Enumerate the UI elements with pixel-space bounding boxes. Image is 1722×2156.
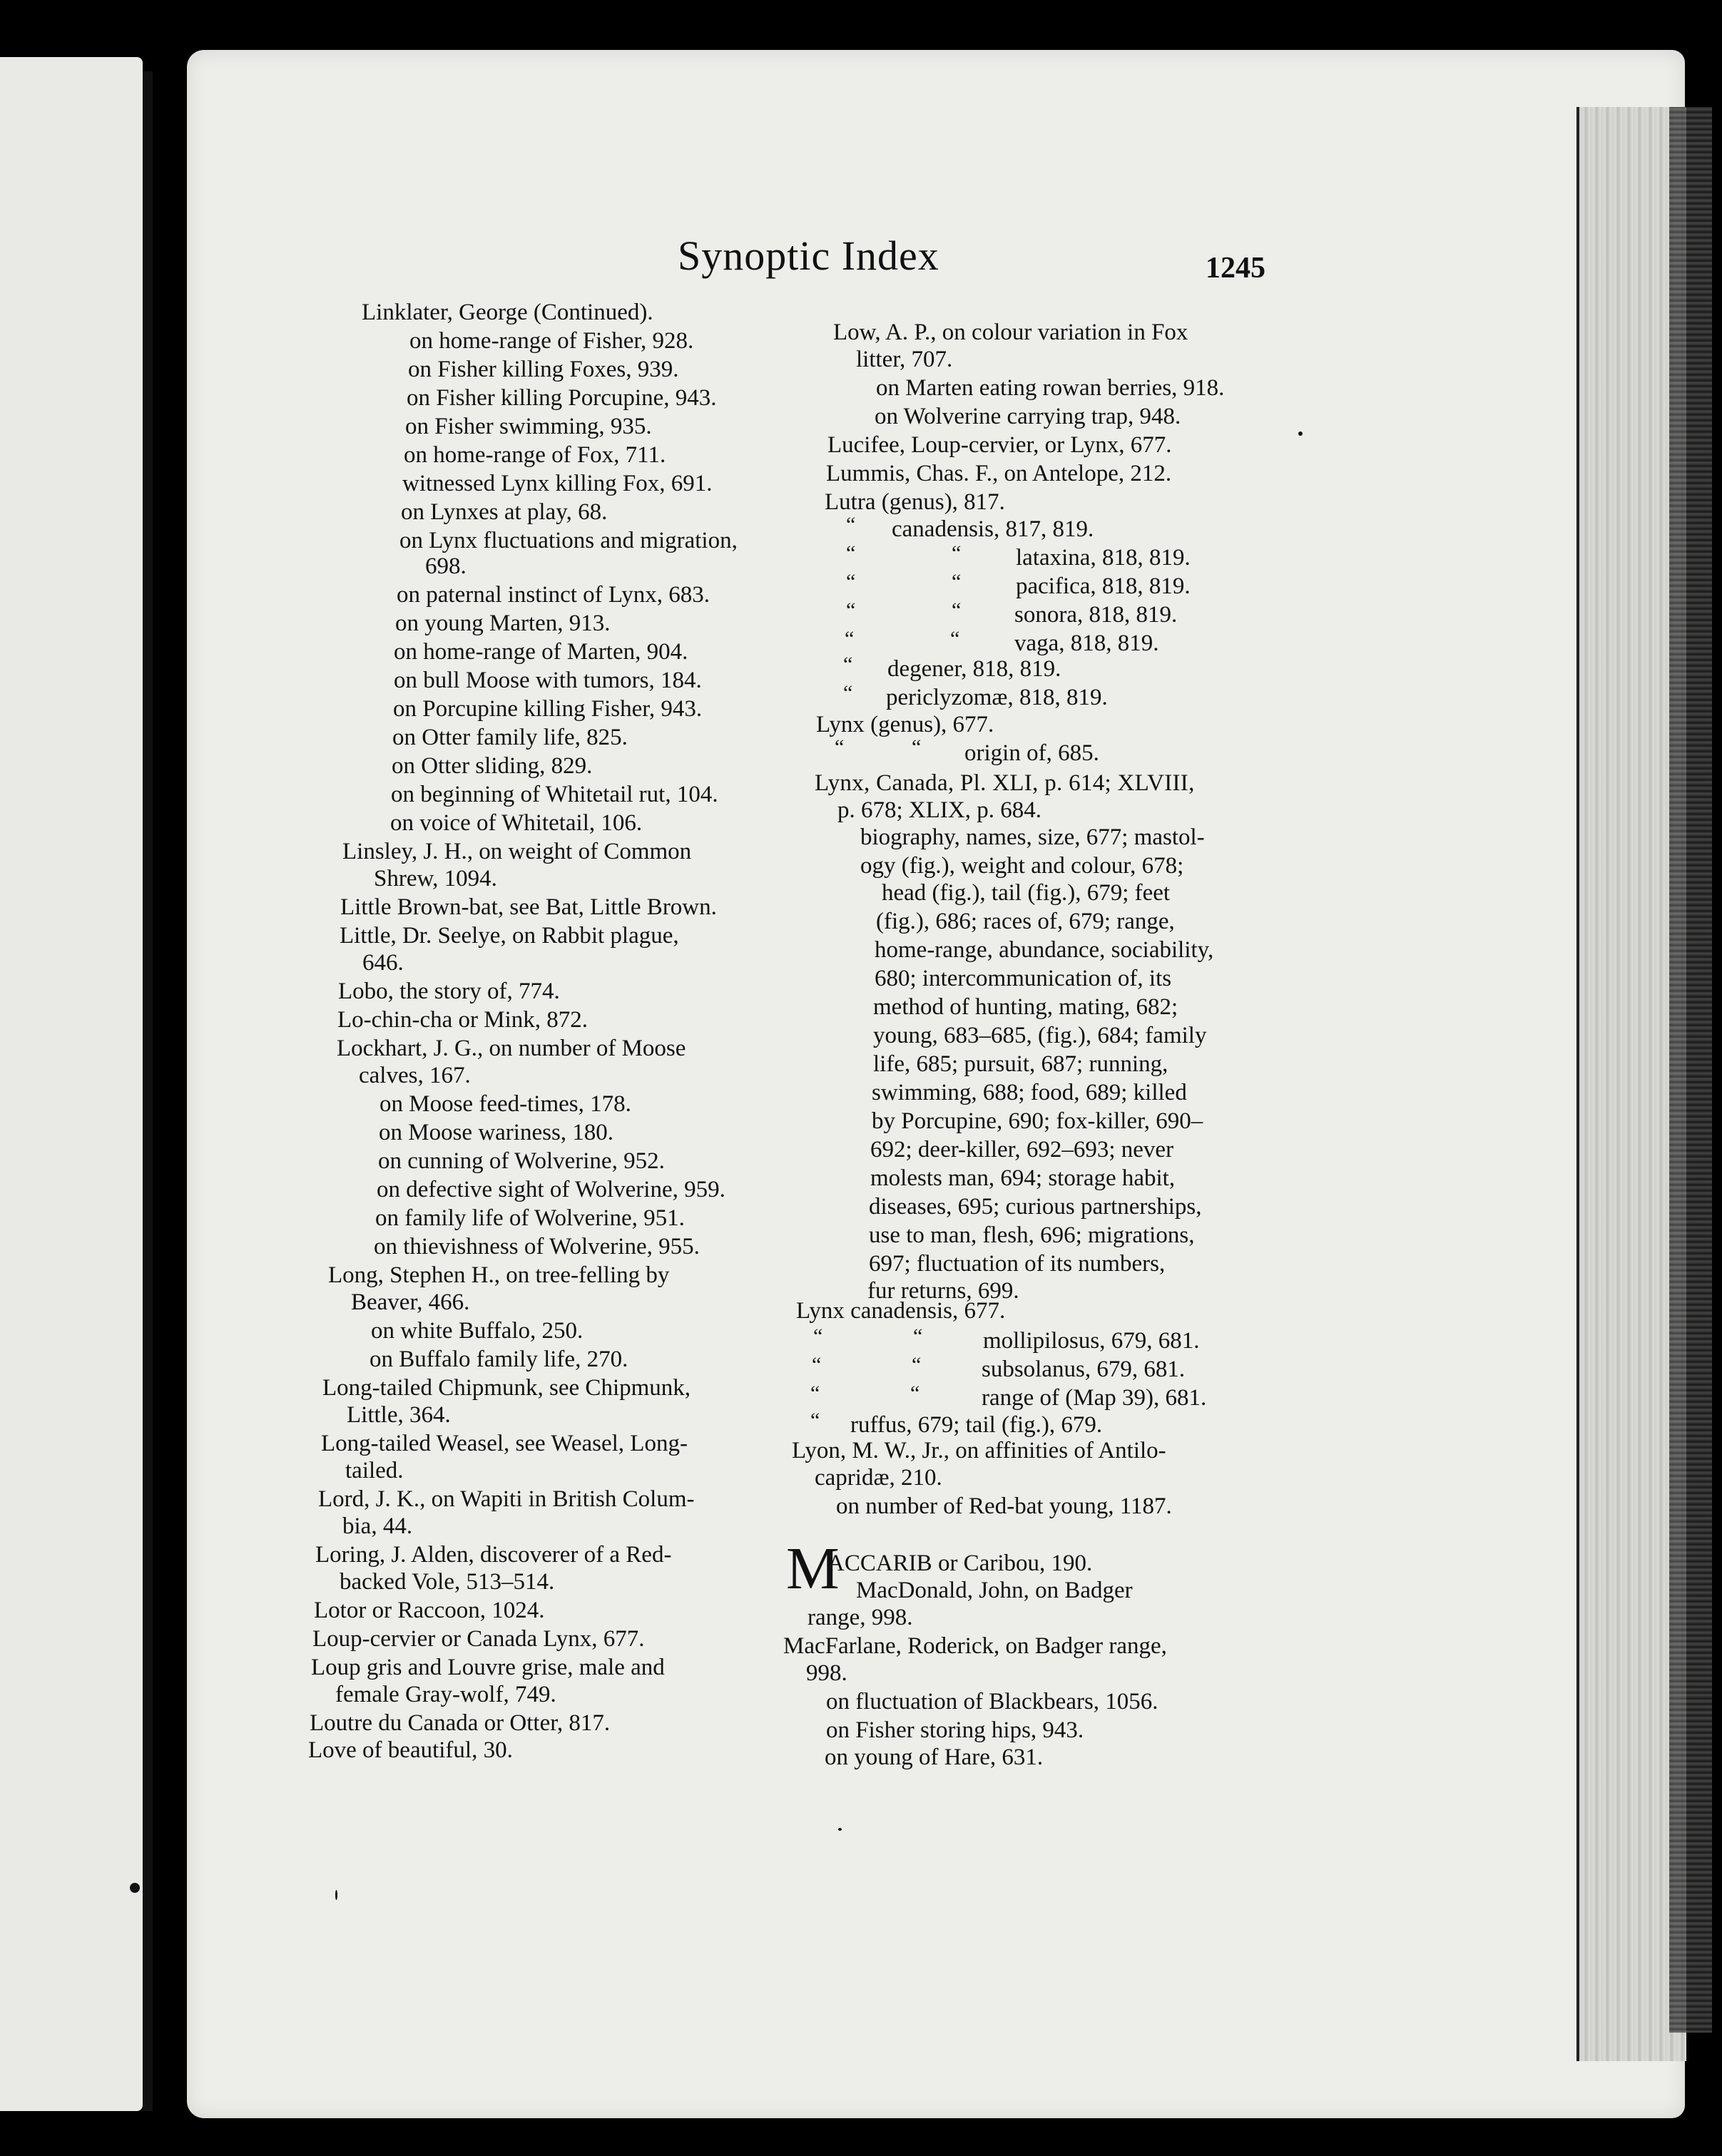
index-entry: on Fisher killing Porcupine, 943. [407,385,717,411]
ditto-mark: “ [810,1381,820,1405]
index-entry: Lyon, M. W., Jr., on affinities of Antilo- [792,1438,1166,1463]
index-entry: 692; deer-killer, 692–693; never [870,1137,1174,1163]
index-entry: on thievishness of Wolverine, 955. [374,1234,700,1260]
index-entry: biography, names, size, 677; mastol- [860,824,1205,850]
index-entry: on number of Red-bat young, 1187. [836,1493,1172,1519]
index-entry: on Moose wariness, 180. [379,1120,614,1145]
index-entry: calves, 167. [359,1063,471,1088]
facing-page-edge [0,57,143,2111]
ditto-mark: “ [912,735,922,759]
index-entry: method of hunting, mating, 682; [873,994,1178,1020]
book-binding [1669,107,1712,2033]
index-entry: Lucifee, Loup-cervier, or Lynx, 677. [827,432,1172,458]
index-entry: 646. [362,950,404,976]
index-entry: on white Buffalo, 250. [371,1318,584,1344]
index-entry: range, 998. [807,1605,913,1630]
index-entry: Long-tailed Weasel, see Weasel, Long- [321,1431,688,1456]
ditto-mark: “ [845,627,855,650]
index-entry: on fluctuation of Blackbears, 1056. [826,1689,1158,1715]
index-entry: sonora, 818, 819. [1014,602,1178,628]
index-entry: on defective sight of Wolverine, 959. [377,1177,725,1202]
ditto-mark: “ [952,570,962,593]
index-entry: on Wolverine carrying trap, 948. [875,404,1181,429]
index-entry: Lutra (genus), 817. [825,489,1005,515]
index-entry: on young of Hare, 631. [825,1744,1044,1770]
index-entry: witnessed Lynx killing Fox, 691. [402,471,713,496]
index-entry: tailed. [345,1458,404,1483]
index-entry: periclyzomæ, 818, 819. [886,685,1108,710]
index-entry: 998. [806,1660,847,1686]
ditto-mark: “ [952,598,962,622]
index-entry: on bull Moose with tumors, 184. [394,668,702,693]
index-entry: head (fig.), tail (fig.), 679; feet [882,880,1171,906]
index-entry: Love of beautiful, 30. [308,1737,513,1763]
index-entry: Loring, J. Alden, discoverer of a Red- [315,1542,672,1568]
index-entry: by Porcupine, 690; fox-killer, 690– [872,1108,1203,1134]
ditto-mark: “ [846,513,856,536]
ditto-mark: “ [846,541,856,565]
index-entry: Lynx canadensis, 677. [796,1298,1006,1324]
index-entry: 698. [425,553,467,579]
ditto-mark: “ [812,1353,822,1376]
index-entry: ACCARIB or Caribou, 190. [827,1550,1093,1576]
index-entry: Loup-cervier or Canada Lynx, 677. [312,1626,645,1652]
index-entry: on Buffalo family life, 270. [370,1347,628,1372]
index-entry: capridæ, 210. [815,1465,942,1491]
index-entry [362,298,653,327]
index-entry: degener, 818, 819. [887,656,1061,682]
index-entry: Lynx (genus), 677. [816,712,994,737]
index-entry: bia, 44. [342,1513,413,1539]
index-entry: subsolanus, 679, 681. [982,1357,1186,1382]
index-entry: Lynx, Canada, Pl. XLI, p. 614; XLVIII, [815,770,1195,796]
index-entry: use to man, flesh, 696; migrations, [869,1222,1195,1248]
index-entry: on Lynxes at play, 68. [401,499,608,525]
index-entry: Lotor or Raccoon, 1024. [314,1598,545,1623]
scan-speck [838,1828,842,1831]
index-entry: ruffus, 679; tail (fig.), 679. [850,1412,1103,1438]
ditto-mark: “ [843,681,853,705]
index-entry: MacDonald, John, on Badger [856,1578,1133,1603]
index-entry: vaga, 818, 819. [1014,630,1159,656]
index-entry: on Marten eating rowan berries, 918. [876,375,1225,401]
index-entry: diseases, 695; curious partnerships, [869,1194,1202,1220]
index-entry: on paternal instinct of Lynx, 683. [397,582,710,608]
running-title: Synoptic Index [678,233,939,279]
ditto-mark: “ [952,541,962,565]
index-entry: fur returns, 699. [867,1278,1019,1304]
index-entry: pacifica, 818, 819. [1016,573,1191,599]
index-entry: on Lynx fluctuations and migration, [399,528,738,553]
index-entry: Long, Stephen H., on tree-felling by [328,1262,670,1288]
index-entry: MacFarlane, Roderick, on Badger range, [783,1633,1167,1659]
index-entry: p. 678; XLIX, p. 684. [837,797,1041,823]
ditto-mark: “ [813,1324,823,1348]
ditto-mark: “ [950,627,960,650]
ditto-mark: “ [835,735,845,759]
index-entry: Little, Dr. Seelye, on Rabbit plague, [340,923,679,949]
index-entry: on beginning of Whitetail rut, 104. [391,782,718,807]
index-entry: on Fisher killing Foxes, 939. [408,357,679,382]
index-entry: Low, A. P., on colour variation in Fox [833,320,1188,345]
index-text: Linklater, George (Continued). [362,300,653,325]
index-entry: 697; fluctuation of its numbers, [869,1251,1166,1277]
index-entry: range of (Map 39), 681. [982,1385,1207,1411]
index-entry: on voice of Whitetail, 106. [390,810,643,836]
index-entry: on Moose feed-times, 178. [379,1091,631,1117]
ditto-mark: “ [910,1381,920,1405]
scan-speck [335,1890,337,1900]
index-entry: ogy (fig.), weight and colour, 678; [860,853,1184,879]
index-entry: litter, 707. [856,347,953,372]
page-number: 1245 [1206,252,1265,285]
index-entry: molests man, 694; storage habit, [870,1165,1176,1191]
ditto-mark: “ [843,653,853,676]
index-entry: Loup gris and Louvre grise, male and [311,1655,665,1680]
drop-cap: M [786,1536,840,1602]
index-entry: female Gray-wolf, 749. [335,1682,556,1707]
index-entry: on cunning of Wolverine, 952. [378,1148,665,1174]
index-entry: young, 683–685, (fig.), 684; family [873,1023,1207,1048]
index-entry: swimming, 688; food, 689; killed [872,1080,1187,1105]
index-entry: Lo-chin-cha or Mink, 872. [337,1007,588,1033]
index-entry: Lockhart, J. G., on number of Moose [337,1036,686,1061]
index-entry: on young Marten, 913. [395,610,611,636]
index-entry: Loutre du Canada or Otter, 817. [310,1710,611,1736]
index-entry: mollipilosus, 679, 681. [983,1328,1200,1354]
ditto-mark: “ [912,1353,922,1376]
index-entry: Shrew, 1094. [374,866,497,891]
index-entry: 680; intercommunication of, its [875,966,1172,991]
ditto-mark: “ [846,570,856,593]
scan-speck [1298,431,1303,436]
index-entry: canadensis, 817, 819. [892,516,1094,542]
index-entry: on Fisher storing hips, 943. [826,1717,1084,1743]
index-entry: (fig.), 686; races of, 679; range, [876,909,1175,934]
index-entry: life, 685; pursuit, 687; running, [873,1051,1168,1077]
gutter-shadow [143,71,153,2111]
index-entry: on home-range of Marten, 904. [394,639,688,665]
index-entry: backed Vole, 513–514. [340,1569,555,1595]
index-entry: Lummis, Chas. F., on Antelope, 212. [826,461,1172,486]
index-entry: on home-range of Fox, 711. [404,442,666,468]
index-entry: on Fisher swimming, 935. [405,414,652,439]
index-entry: on Otter sliding, 829. [392,753,593,779]
index-entry: on Porcupine killing Fisher, 943. [393,696,703,722]
ditto-mark: “ [913,1324,923,1348]
index-entry: Little, 364. [347,1402,451,1428]
index-entry: on Otter family life, 825. [392,725,628,750]
ditto-mark: “ [846,598,856,622]
index-entry: Little Brown-bat, see Bat, Little Brown. [340,894,717,920]
scan-speck [130,1883,140,1893]
ditto-mark: “ [810,1409,820,1432]
index-entry: on family life of Wolverine, 951. [375,1205,685,1231]
index-entry: home-range, abundance, sociability, [875,937,1214,963]
index-entry: lataxina, 818, 819. [1016,545,1191,571]
index-entry: Lobo, the story of, 774. [338,979,560,1004]
index-entry: Long-tailed Chipmunk, see Chipmunk, [322,1375,691,1401]
index-entry: on home-range of Fisher, 928. [409,328,694,354]
index-entry: origin of, 685. [964,740,1099,766]
index-entry: Beaver, 466. [351,1289,470,1315]
index-entry: Linsley, J. H., on weight of Common [342,839,692,864]
index-entry: Lord, J. K., on Wapiti in British Colum- [318,1486,695,1512]
